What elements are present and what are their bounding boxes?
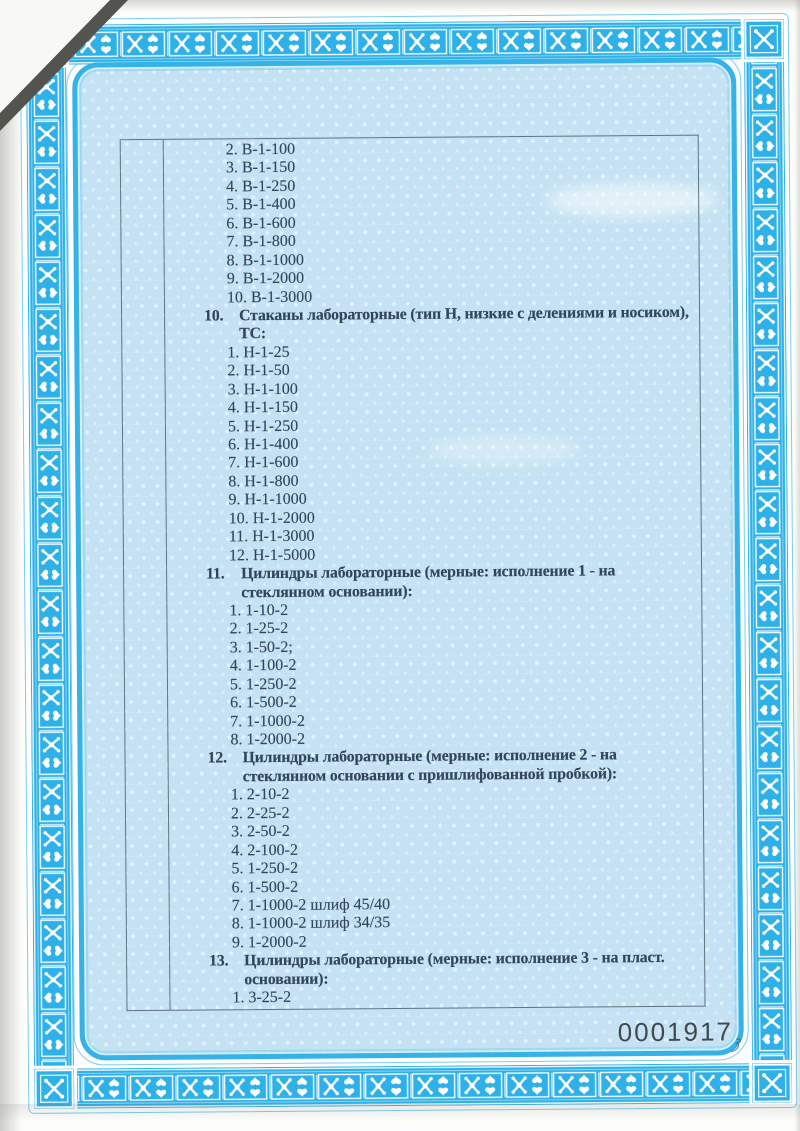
section-number: 11.	[206, 565, 225, 583]
list-item: 5. В-1-400	[226, 196, 296, 214]
list-item: 7. 1-1000-2	[230, 712, 305, 730]
list-item: 8. 1-1000-2 шлиф 34/35	[231, 914, 391, 933]
section-heading-text: Стаканы лабораторные (тип Н, низкие с делениями и носиком),	[239, 303, 689, 325]
section-heading-text: Цилиндры лабораторные (мерные: исполнение 2 - на	[242, 746, 617, 767]
section-number: 10.	[204, 307, 224, 325]
section-heading-continued: стеклянном основании с пришлифованной пробкой):	[242, 765, 618, 786]
border-corner-ornament-icon	[752, 1063, 792, 1103]
document-body	[72, 57, 744, 1060]
list-item: 6. 1-500-2	[230, 693, 297, 712]
content-table	[120, 135, 706, 1012]
border-corner-ornament-icon	[744, 19, 784, 59]
list-item: 1. 1-10-2	[229, 601, 289, 620]
item-list	[121, 136, 705, 1011]
list-item: 4. 2-100-2	[231, 841, 298, 859]
list-item: 3. 1-50-2;	[229, 638, 293, 657]
section-number: 12.	[207, 749, 227, 767]
list-item: 5. 1-250-2	[231, 859, 299, 878]
serial-number: 0001917	[617, 1016, 734, 1048]
list-item: 3. 2-50-2	[231, 823, 290, 841]
list-item: 4. Н-1-150	[227, 398, 299, 417]
list-item: 2. В-1-100	[225, 140, 296, 159]
list-item: 8. В-1-1000	[226, 251, 305, 269]
list-item: 10. В-1-3000	[226, 288, 313, 306]
list-item: 9. 1-2000-2	[231, 933, 307, 952]
list-item: 11. Н-1-3000	[228, 527, 315, 546]
list-item: 3. Н-1-100	[227, 380, 298, 399]
list-item: 7. 1-1000-2 шлиф 45/40	[231, 896, 391, 915]
list-item: 2. 2-25-2	[230, 804, 290, 823]
list-item: 1. Н-1-25	[227, 343, 290, 362]
ornamental-border-left	[26, 25, 75, 1109]
list-item: 8. 1-2000-2	[230, 730, 306, 749]
list-item: 6. В-1-600	[226, 214, 296, 233]
list-item: 9. Н-1-1000	[228, 491, 307, 509]
section-heading-continued: стеклянном основании):	[241, 582, 413, 601]
list-item: 6. Н-1-400	[228, 435, 299, 454]
section-number: 13.	[209, 952, 229, 970]
ornamental-border-bottom	[34, 1063, 792, 1109]
list-item: 7. Н-1-600	[228, 454, 299, 472]
list-item: 10. Н-1-2000	[228, 509, 315, 528]
list-item: 1. 3-25-2	[232, 988, 292, 1007]
list-item: 12. Н-1-5000	[228, 546, 316, 564]
section-heading-text: Цилиндры лабораторные (мерные: исполнение 1 - на	[241, 562, 616, 583]
pen-mark	[730, 1037, 746, 1055]
list-item: 8. Н-1-800	[228, 472, 299, 491]
list-item: 2. Н-1-50	[227, 362, 290, 380]
list-item: 3. В-1-150	[225, 159, 296, 177]
section-heading-continued: ТС:	[239, 325, 267, 343]
list-item: 5. Н-1-250	[227, 417, 299, 435]
list-item: 1. 2-10-2	[230, 786, 290, 804]
list-item: 7. В-1-800	[226, 232, 296, 251]
list-item: 9. В-1-2000	[226, 269, 305, 288]
ornamental-border-right	[744, 19, 793, 1103]
list-item: 6. 1-500-2	[231, 878, 299, 896]
section-heading-continued: основании):	[244, 970, 329, 988]
list-item: 4. В-1-250	[225, 177, 296, 196]
list-item: 5. 1-250-2	[229, 675, 297, 694]
section-heading-text: Цилиндры лабораторные (мерные: исполнение 3 - на пласт.	[244, 949, 665, 970]
border-corner-ornament-icon	[34, 1069, 74, 1109]
list-item: 2. 1-25-2	[229, 620, 289, 638]
list-item: 4. 1-100-2	[229, 657, 297, 675]
